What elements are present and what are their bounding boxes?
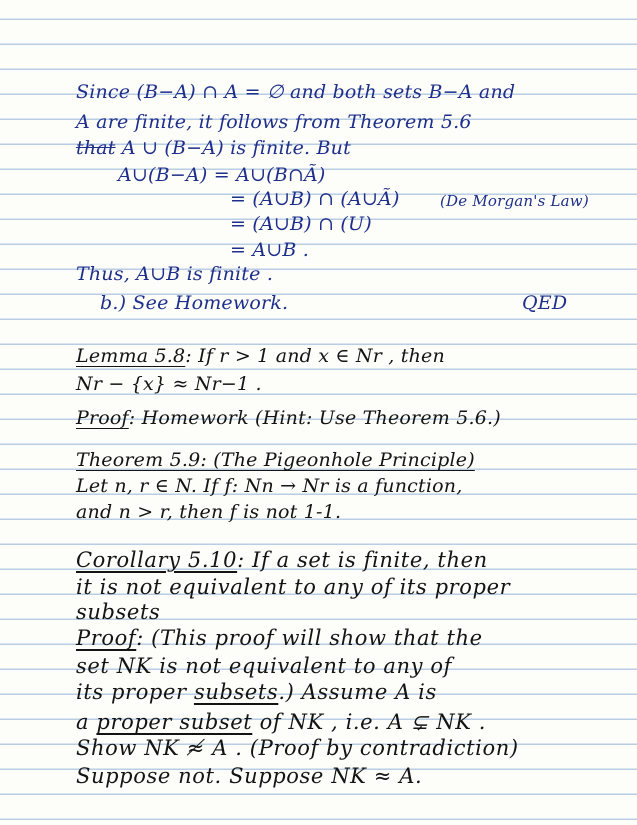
proof-label: Proof (76, 407, 129, 429)
equation-line-3: = (A∪B) ∩ (U) (230, 213, 372, 235)
corollary-proof-line-5: Show NK ≉ A . (Proof by contradiction) (76, 736, 519, 760)
phrase-its-proper: its proper (76, 680, 187, 704)
de-morgan-note: (De Morgan's Law) (440, 192, 589, 210)
corollary-statement: : If a set is finite, then (237, 548, 488, 572)
word-a: a (76, 710, 90, 734)
phrase-of-nk: of NK , i.e. A ⊊ NK . (252, 710, 487, 734)
theorem-5-9-line-2: and n > r, then f is not 1-1. (76, 501, 342, 523)
lemma-5-8-line-1 (76, 344, 445, 368)
note-line-3 (76, 136, 351, 160)
equation-line-2: = (A∪B) ∩ (A∪Ã) (230, 188, 400, 210)
theorem-5-9-line-1: Let n, r ∈ N. If f: Nn → Nr is a function, (76, 475, 463, 497)
corollary-5-10-line-1 (76, 548, 488, 572)
corollary-proof-line-6: Suppose not. Suppose NK ≈ A. (76, 764, 423, 788)
qed-mark: QED (522, 292, 568, 314)
phrase-proper-subset: proper subset (96, 710, 253, 734)
corollary-proof-line-2: set NK is not equivalent to any of (76, 654, 452, 678)
corollary-label: Corollary 5.10 (76, 548, 238, 572)
note-line-8: Thus, A∪B is finite . (76, 263, 274, 285)
corollary-5-10-line-2: it is not equivalent to any of its proper (76, 575, 511, 599)
equation-line-1: A∪(B−A) = A∪(B∩Ã) (118, 164, 326, 186)
struck-word: that (76, 137, 116, 159)
corollary-proof-line-1 (76, 626, 483, 650)
lemma-proof-line (76, 406, 501, 430)
phrase-subsets: subsets (193, 680, 279, 704)
note-line-2: A are finite, it follows from Theorem 5.6 (76, 111, 472, 133)
corollary-5-10-line-3: subsets (76, 600, 161, 624)
proof-hint: : Homework (Hint: Use Theorem 5.6.) (128, 407, 501, 429)
corollary-proof-line-4 (76, 710, 486, 734)
theorem-5-9-title: Theorem 5.9: (The Pigeonhole Principle) (76, 449, 475, 471)
equation-line-4: = A∪B . (230, 239, 310, 261)
lemma-statement: : If r > 1 and x ∈ Nr , then (185, 345, 445, 367)
proof-intro: : (This proof will show that the (136, 626, 483, 650)
note-line-1: Since (B−A) ∩ A = ∅ and both sets B−A and (76, 81, 516, 103)
phrase-assume: .) Assume A is (278, 680, 437, 704)
lemma-5-8-line-2: Nr − {x} ≈ Nr−1 . (76, 373, 262, 395)
lemma-label: Lemma 5.8 (76, 345, 186, 367)
corollary-proof-line-3 (76, 680, 437, 704)
note-line-9: b.) See Homework. (100, 292, 289, 314)
proof-label: Proof (76, 626, 137, 650)
note-line-3-rest: A ∪ (B−A) is finite. But (115, 137, 351, 159)
